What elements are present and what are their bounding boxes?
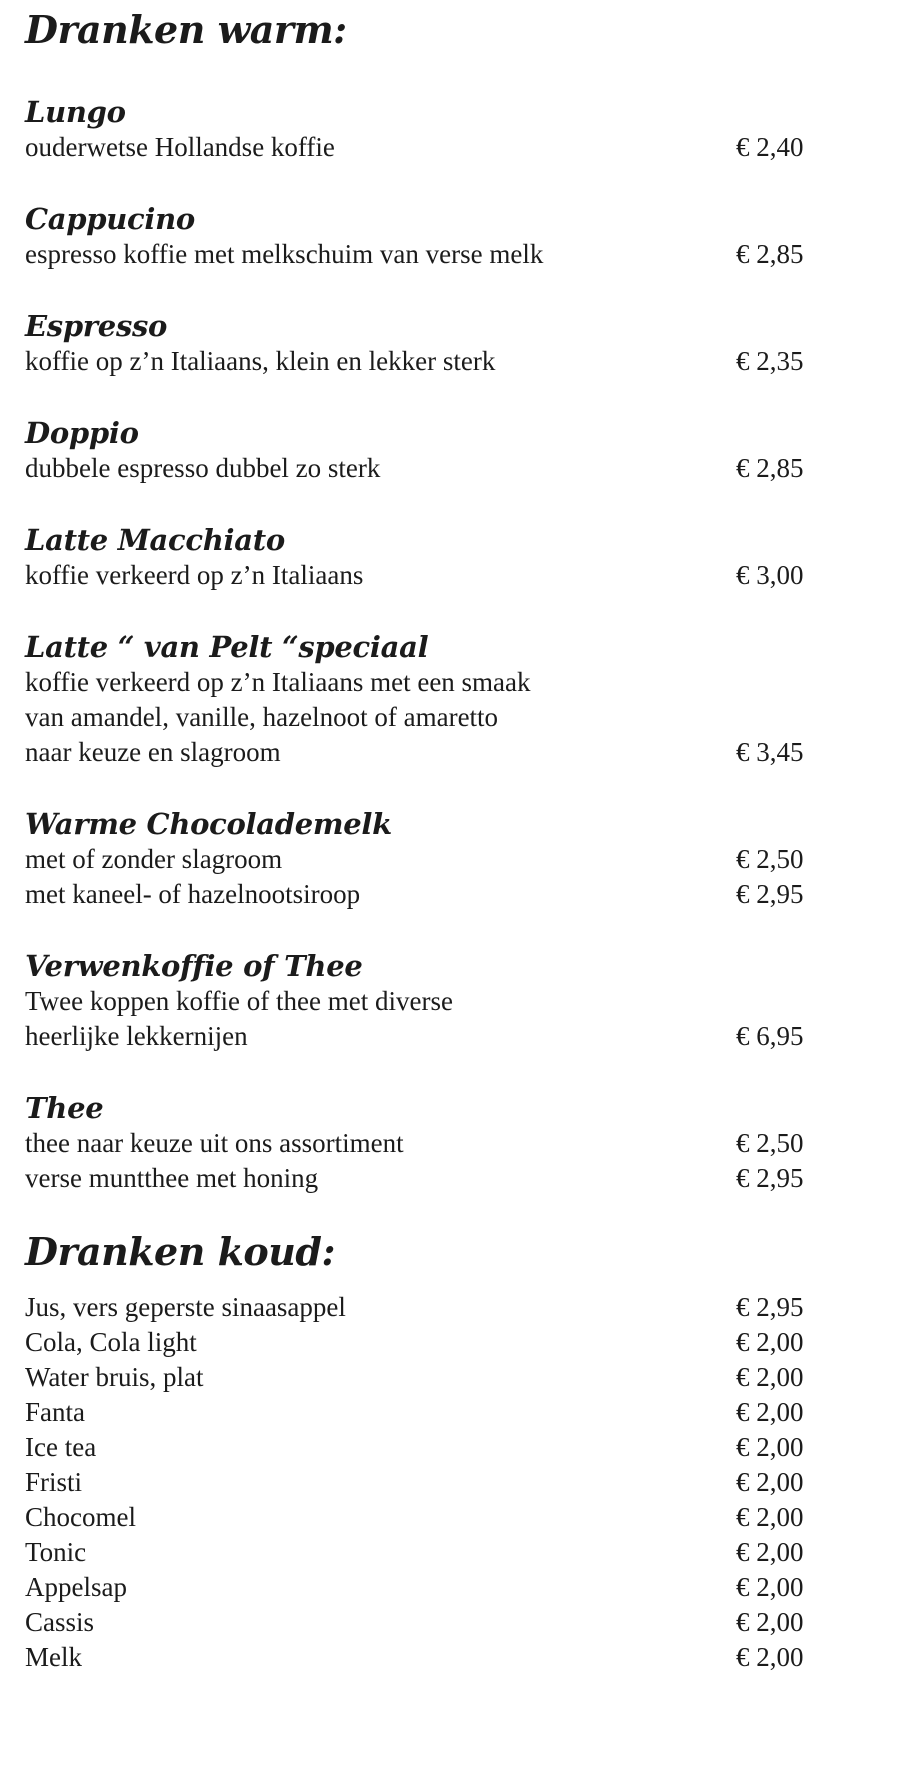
item-description: ouderwetse Hollandse koffie <box>25 132 335 162</box>
item-line <box>25 1019 815 1054</box>
item-description: Fristi <box>25 1467 83 1497</box>
menu-item-espresso <box>25 308 815 379</box>
list-item <box>25 1360 815 1395</box>
list-item <box>25 1535 815 1570</box>
item-description: koffie verkeerd op z’n Italiaans <box>25 560 364 590</box>
item-price: € 6,95 <box>736 1021 804 1051</box>
item-description: Cola, Cola light <box>25 1327 197 1357</box>
item-price: € 2,00 <box>736 1327 804 1357</box>
item-price: € 2,00 <box>736 1397 804 1427</box>
item-price: € 2,95 <box>736 1292 804 1322</box>
menu-item-doppio <box>25 415 815 486</box>
item-line <box>25 558 815 593</box>
warm-drinks-list <box>25 94 815 1196</box>
item-description: met of zonder slagroom <box>25 844 283 874</box>
item-description: Fanta <box>25 1397 85 1427</box>
item-price: € 2,00 <box>736 1467 804 1497</box>
item-description: Appelsap <box>25 1572 127 1602</box>
item-description: verse muntthee met honing <box>25 1163 319 1193</box>
menu-page <box>25 0 815 1675</box>
item-description: Cassis <box>25 1607 95 1637</box>
item-price: € 2,00 <box>736 1537 804 1567</box>
item-price: € 2,95 <box>736 1163 804 1193</box>
item-description: met kaneel- of hazelnootsiroop <box>25 879 361 909</box>
item-line <box>25 735 815 770</box>
menu-item-warme-chocolademelk <box>25 806 815 912</box>
list-item <box>25 1605 815 1640</box>
list-item <box>25 1430 815 1465</box>
list-item <box>25 1325 815 1360</box>
item-description: thee naar keuze uit ons assortiment <box>25 1128 404 1158</box>
item-price: € 2,00 <box>736 1572 804 1602</box>
cold-drinks-list <box>25 1290 815 1675</box>
item-price: € 2,00 <box>736 1362 804 1392</box>
list-item <box>25 1465 815 1500</box>
item-line <box>25 1126 815 1161</box>
menu-item-cappucino <box>25 201 815 272</box>
item-description: van amandel, vanille, hazelnoot of amaretto <box>25 702 499 732</box>
item-description: Ice tea <box>25 1432 97 1462</box>
item-description: koffie op z’n Italiaans, klein en lekker sterk <box>25 346 496 376</box>
item-price: € 2,00 <box>736 1642 804 1672</box>
item-price: € 2,95 <box>736 879 804 909</box>
menu-item-latte-van-pelt <box>25 629 815 770</box>
item-description: heerlijke lekkernijen <box>25 1021 248 1051</box>
item-name: Thee <box>25 1091 104 1125</box>
list-item <box>25 1290 815 1325</box>
item-line <box>25 344 815 379</box>
menu-item-verwenkoffie <box>25 948 815 1054</box>
item-price: € 2,50 <box>736 1128 804 1158</box>
item-price: € 2,40 <box>736 132 804 162</box>
item-price: € 2,85 <box>736 239 804 269</box>
item-name: Doppio <box>25 416 139 450</box>
list-item <box>25 1640 815 1675</box>
item-price: € 2,00 <box>736 1607 804 1637</box>
list-item <box>25 1570 815 1605</box>
item-price: € 2,00 <box>736 1502 804 1532</box>
list-item <box>25 1500 815 1535</box>
item-line <box>25 842 815 877</box>
item-name: Latte “ van Pelt “speciaal <box>25 630 429 664</box>
item-price: € 3,00 <box>736 560 804 590</box>
item-line <box>25 984 815 1019</box>
item-description: Tonic <box>25 1537 87 1567</box>
item-name: Espresso <box>25 309 168 343</box>
item-name: Latte Macchiato <box>25 523 285 557</box>
item-price: € 3,45 <box>736 737 804 767</box>
item-line <box>25 451 815 486</box>
item-line <box>25 877 815 912</box>
item-price: € 2,50 <box>736 844 804 874</box>
item-line <box>25 700 815 735</box>
section-title-cold: Dranken koud: <box>25 1229 335 1274</box>
item-description: espresso koffie met melkschuim van verse melk <box>25 239 544 269</box>
menu-item-lungo <box>25 94 815 165</box>
item-name: Warme Chocolademelk <box>25 807 392 841</box>
item-description: Twee koppen koffie of thee met diverse <box>25 986 453 1016</box>
item-line <box>25 1161 815 1196</box>
item-line <box>25 665 815 700</box>
item-price: € 2,00 <box>736 1432 804 1462</box>
item-description: Chocomel <box>25 1502 136 1532</box>
item-price: € 2,35 <box>736 346 804 376</box>
item-line <box>25 130 815 165</box>
item-line <box>25 237 815 272</box>
menu-item-latte-macchiato <box>25 522 815 593</box>
list-item <box>25 1395 815 1430</box>
menu-item-thee <box>25 1090 815 1196</box>
item-description: naar keuze en slagroom <box>25 737 281 767</box>
item-description: dubbele espresso dubbel zo sterk <box>25 453 381 483</box>
item-name: Cappucino <box>25 202 195 236</box>
item-description: koffie verkeerd op z’n Italiaans met een smaak <box>25 667 531 697</box>
item-description: Jus, vers geperste sinaasappel <box>25 1292 346 1322</box>
item-price: € 2,85 <box>736 453 804 483</box>
item-name: Lungo <box>25 95 126 129</box>
item-description: Water bruis, plat <box>25 1362 204 1392</box>
item-description: Melk <box>25 1642 82 1672</box>
item-name: Verwenkoffie of Thee <box>25 949 363 983</box>
section-title-warm: Dranken warm: <box>25 7 347 52</box>
